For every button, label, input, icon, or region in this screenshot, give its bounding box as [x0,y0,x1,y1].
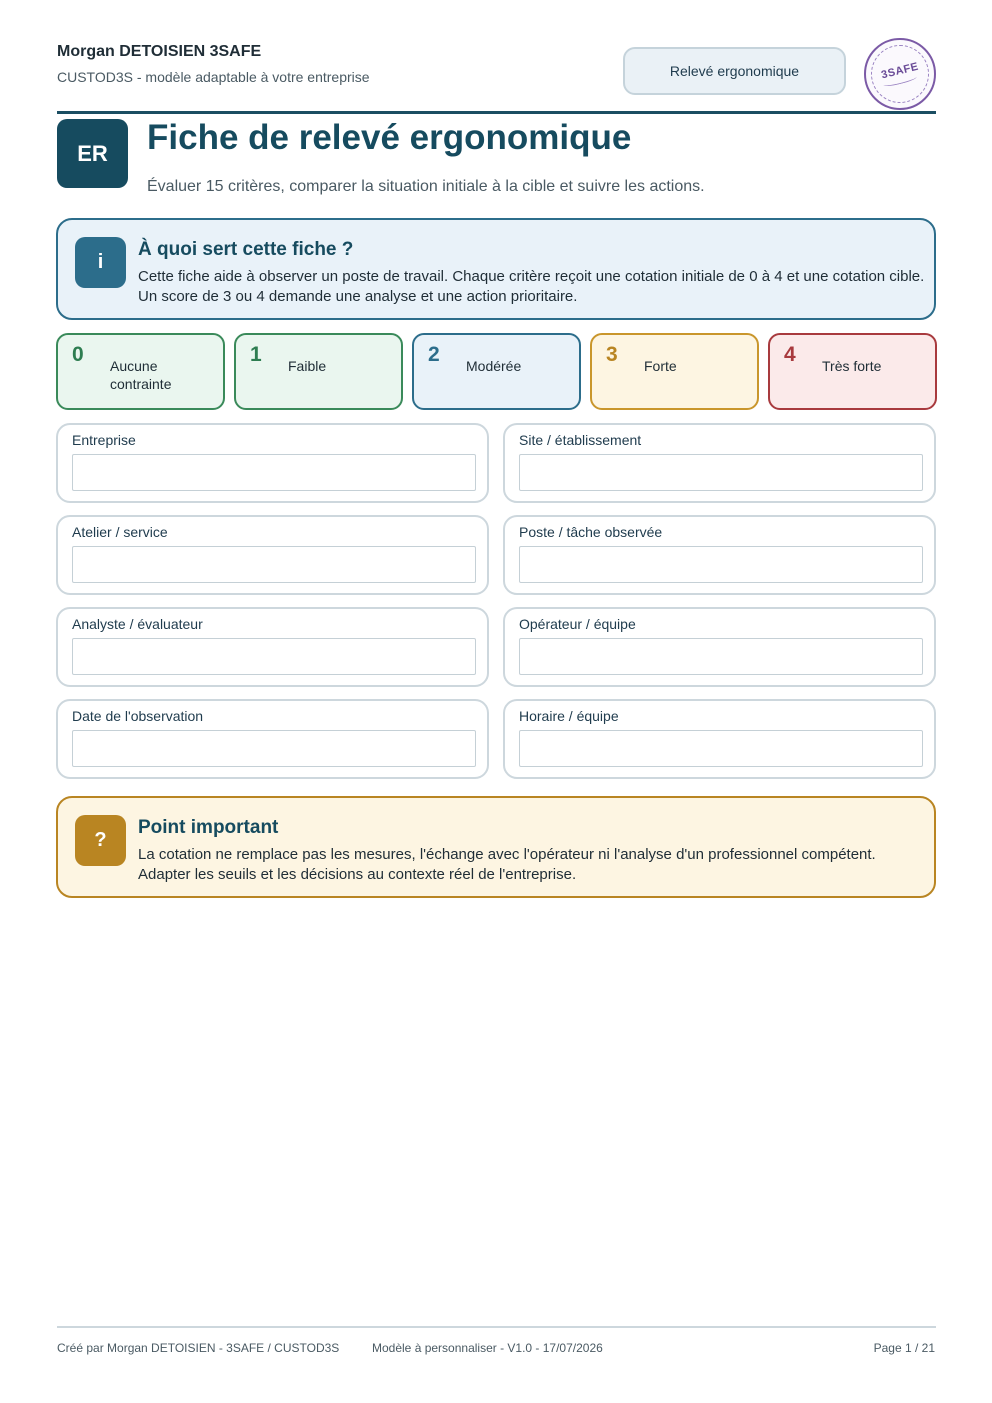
field-label: Entreprise [72,432,136,448]
field-analyste [56,607,489,687]
page-subtitle: Évaluer 15 critères, comparer la situation initiale à la cible et suivre les actions. [147,178,705,195]
scale-value: 1 [250,343,262,366]
field-horaire [503,699,936,779]
field-label: Opérateur / équipe [519,616,636,632]
scale-card-4 [768,333,937,410]
scale-value: 3 [606,343,618,366]
field-atelier [56,515,489,595]
important-callout-title: Point important [138,817,279,838]
field-operateur [503,607,936,687]
info-icon: i [75,237,126,288]
footer-credit: Créé par Morgan DETOISIEN - 3SAFE / CUSTOD3S [57,1341,340,1355]
scale-value: 2 [428,343,440,366]
header-subtitle: CUSTOD3S - modèle adaptable à votre entreprise [57,69,370,85]
site-input[interactable] [519,454,923,491]
question-icon: ? [75,815,126,866]
horaire-input[interactable] [519,730,923,767]
scale-card-1 [234,333,403,410]
scale-card-0 [56,333,225,410]
atelier-input[interactable] [72,546,476,583]
footer-divider [57,1326,936,1328]
footer-version: Modèle à personnaliser - V1.0 - 17/07/2026 [372,1341,603,1355]
operateur-input[interactable] [519,638,923,675]
field-label: Date de l'observation [72,708,204,724]
document-type-badge: Relevé ergonomique [623,47,846,95]
field-label: Horaire / équipe [519,708,619,724]
field-label: Poste / tâche observée [519,524,663,540]
info-callout-title: À quoi sert cette fiche ? [138,239,354,260]
header-author: Morgan DETOISIEN 3SAFE [57,43,262,60]
logo-seal-inner [871,45,929,103]
field-label: Site / établissement [519,432,642,448]
scale-label: Faible [288,358,327,374]
field-label: Atelier / service [72,524,168,540]
field-site [503,423,936,503]
scale-card-3 [590,333,759,410]
field-label: Analyste / évaluateur [72,616,203,632]
document-code-tile: ER [57,119,128,188]
footer-page-number: Page 1 / 21 [873,1341,935,1355]
scale-value: 4 [784,343,796,366]
info-callout-text: Cette fiche aide à observer un poste de travail. Chaque critère reçoit une cotation initiale de 0 à 4 et une cotation cible. Un score de 3 ou 4 demande une analyse et une action prioritaire. [138,268,925,305]
important-callout-text: La cotation ne remplace pas les mesures, l'échange avec l'opérateur ni l'analyse d'un professionnel compétent. Adapter les seuils et les décisions au contexte réel de l'entreprise. [138,846,876,883]
scale-card-2 [412,333,581,410]
analyste-input[interactable] [72,638,476,675]
scale-value: 0 [72,343,84,366]
field-date [56,699,489,779]
field-entreprise [56,423,489,503]
info-callout [56,218,936,320]
date-input[interactable] [72,730,476,767]
important-callout [56,796,936,898]
poste-input[interactable] [519,546,923,583]
scale-label: Modérée [466,358,522,374]
scale-label: Forte [644,358,677,374]
scale-label: Aucune contrainte [110,358,172,392]
entreprise-input[interactable] [72,454,476,491]
page-title: Fiche de relevé ergonomique [147,118,632,157]
company-logo-seal [864,38,936,110]
logo-text: 3SAFE [880,60,920,81]
header-divider [57,111,936,114]
scale-label: Très forte [822,358,882,374]
field-poste [503,515,936,595]
